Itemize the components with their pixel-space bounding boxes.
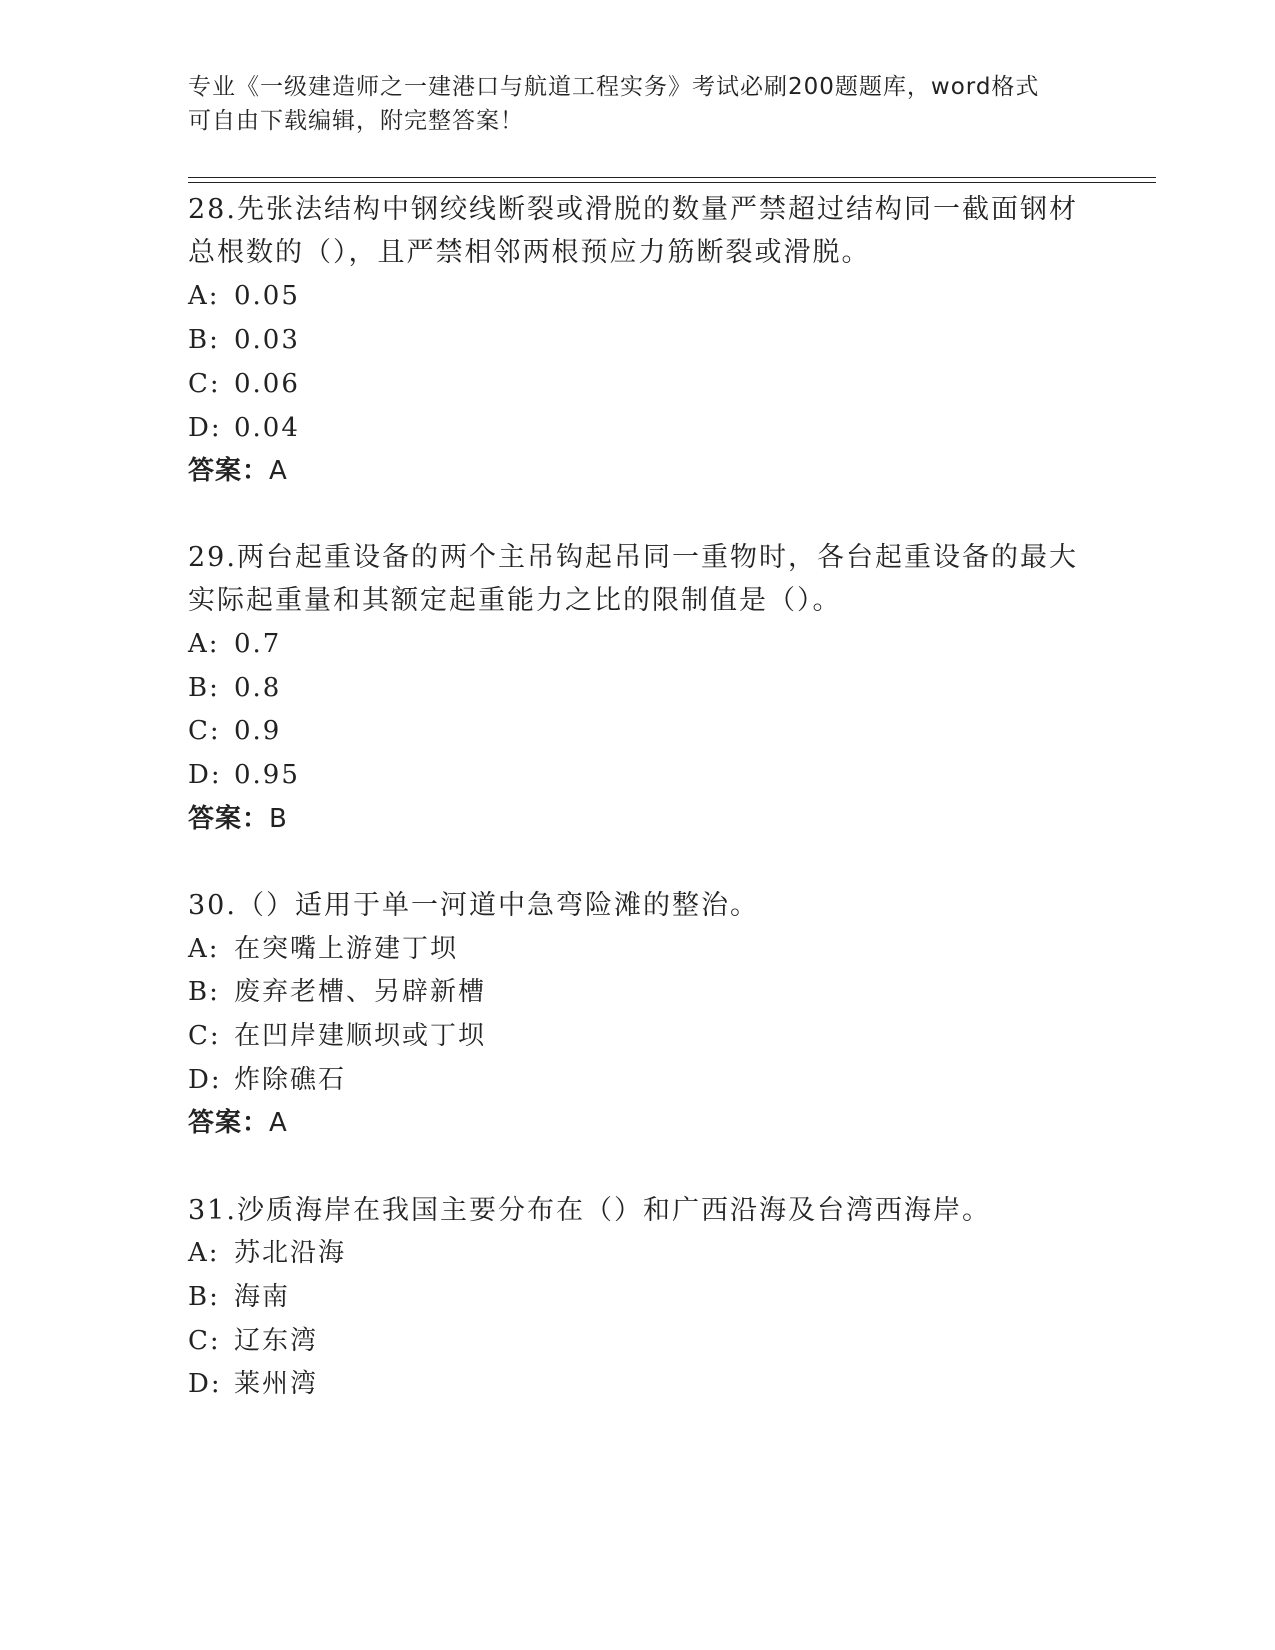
option-text: 0.8	[234, 673, 282, 703]
answer-label: 答案：	[188, 804, 270, 834]
option-label: B:	[188, 977, 220, 1007]
option-label: D:	[188, 413, 222, 443]
option-label: C:	[188, 1021, 221, 1051]
question-stem-line: 28.先张法结构中钢绞线断裂或滑脱的数量严禁超过结构同一截面钢材	[188, 194, 1078, 225]
option-text: 苏北沿海	[234, 1238, 347, 1268]
option-label: D:	[188, 760, 222, 790]
option-text: 辽东湾	[234, 1326, 319, 1356]
option-b	[188, 1277, 290, 1317]
option-a	[188, 929, 458, 969]
option-text: 在凹岸建顺坝或丁坝	[234, 1021, 487, 1051]
answer-label: 答案：	[188, 1108, 270, 1138]
question-stem-line: 30.（）适用于单一河道中急弯险滩的整治。	[188, 890, 759, 921]
option-text: 海南	[234, 1282, 291, 1312]
option-d	[188, 755, 300, 795]
option-c	[188, 711, 281, 751]
option-text: 在突嘴上游建丁坝	[234, 934, 459, 964]
answer-value: A	[269, 456, 288, 486]
header-line-2: 可自由下载编辑，附完整答案！	[188, 108, 524, 134]
question-stem-line: 29.两台起重设备的两个主吊钩起吊同一重物时，各台起重设备的最大	[188, 542, 1078, 573]
option-text: 炸除礁石	[234, 1065, 347, 1095]
option-text: 0.04	[234, 413, 300, 443]
option-label: D:	[188, 1369, 222, 1399]
option-b	[188, 320, 300, 360]
option-label: C:	[188, 716, 221, 746]
option-label: A:	[188, 281, 220, 311]
option-label: A:	[188, 1238, 220, 1268]
option-text: 废弃老槽、另辟新槽	[234, 977, 487, 1007]
option-a	[188, 624, 281, 664]
document-header	[188, 70, 1068, 138]
header-divider-top	[188, 177, 1156, 178]
option-label: C:	[188, 1326, 221, 1356]
answer	[188, 451, 288, 491]
option-label: C:	[188, 369, 221, 399]
option-d	[188, 1060, 346, 1100]
option-text: 0.03	[234, 325, 300, 355]
option-text: 0.05	[234, 281, 300, 311]
answer	[188, 1103, 288, 1143]
answer-value: A	[269, 1108, 288, 1138]
option-text: 莱州湾	[234, 1369, 319, 1399]
header-line-1: 专业《一级建造师之一建港口与航道工程实务》考试必刷200题题库，word格式	[188, 74, 1040, 100]
option-d	[188, 408, 300, 448]
question-stem-line: 总根数的（），且严禁相邻两根预应力筋断裂或滑脱。	[188, 237, 871, 268]
option-text: 0.7	[234, 629, 282, 659]
option-label: D:	[188, 1065, 222, 1095]
option-label: B:	[188, 673, 220, 703]
question-stem-line: 31.沙质海岸在我国主要分布在（）和广西沿海及台湾西海岸。	[188, 1195, 991, 1226]
answer-value: B	[269, 804, 288, 834]
option-text: 0.9	[234, 716, 282, 746]
option-c	[188, 364, 300, 404]
option-label: A:	[188, 629, 220, 659]
option-b	[188, 972, 486, 1012]
answer	[188, 799, 288, 839]
option-a	[188, 1233, 346, 1273]
option-a	[188, 276, 300, 316]
option-b	[188, 668, 281, 708]
question-stem-line: 实际起重量和其额定起重能力之比的限制值是（）。	[188, 585, 842, 616]
option-label: B:	[188, 1282, 220, 1312]
option-label: A:	[188, 934, 220, 964]
option-c	[188, 1321, 318, 1361]
option-label: B:	[188, 325, 220, 355]
option-d	[188, 1364, 318, 1404]
header-divider-bottom	[188, 182, 1156, 183]
option-text: 0.95	[234, 760, 300, 790]
answer-label: 答案：	[188, 456, 270, 486]
option-text: 0.06	[234, 369, 300, 399]
option-c	[188, 1016, 486, 1056]
